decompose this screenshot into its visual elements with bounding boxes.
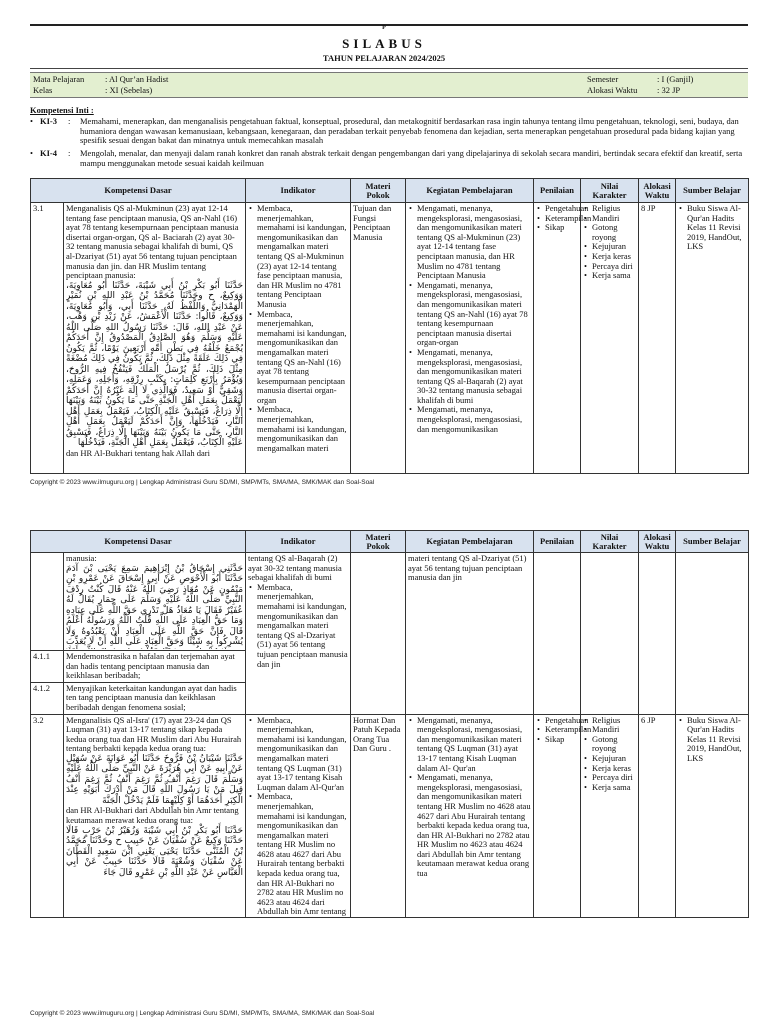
list-item: • Membaca, menerjemahkan, memahami isi kandungan, mengomunikasikan dan mengamalkan materi tentang QS an-Nahl (16) ayat 78 tentang kesempurnaan penciptaan manusia disertai organ-organ bbox=[257, 310, 348, 406]
list-item: • Mengamati, menanya, mengeksplorasi, mengasosiasi, dan mengomunikasikan materi tentang QS al-Mukminun (23) ayat 12-14 tentang fase penciptaan manusia, dan HR Muslim no 4781 tentang Penciptaan Manusia bbox=[417, 204, 531, 281]
list-item: • Keterampilan bbox=[545, 725, 578, 735]
indikator-cell bbox=[246, 553, 351, 715]
penilaian-cell bbox=[534, 714, 592, 917]
core-competency-heading: Kompetensi Inti : bbox=[30, 105, 94, 115]
kd-cell bbox=[64, 203, 246, 474]
kd-cell bbox=[64, 553, 246, 651]
kd-text: manusia: bbox=[66, 554, 97, 563]
list-item: • Religius bbox=[592, 716, 636, 726]
list-item: • Kerja sama bbox=[592, 783, 636, 793]
list-item: • Mengamati, menanya, mengeksplorasi, mengasosiasi, dan mengomunikasikan materi tentang QS al-Baqarah (2) ayat 30-32 tentang manusia sebagai khalifah di bumi bbox=[417, 348, 531, 406]
alokasi-cell: 6 JP bbox=[639, 714, 676, 917]
list-item: • Mandiri bbox=[592, 214, 636, 224]
kegiatan-list bbox=[408, 716, 531, 879]
list-item: • Keterampilan bbox=[545, 214, 578, 224]
ki-text: Mengolah, menalar, dan menyaji dalam ranah konkret dan ranah abstrak terkait dengan pengembangan dari yang dipelajarinya di sekolah secara mandiri, bertindak secara efektif dan kreatif, serta mampu menggunakan metode sesuai kaidah keilmuan bbox=[80, 148, 743, 168]
sumber-list bbox=[678, 716, 746, 764]
subject-value: : Al Qur’an Hadist bbox=[105, 74, 169, 84]
header-alokasi-waktu: Alokasi Waktu bbox=[639, 179, 676, 203]
header-alokasi-waktu: Alokasi Waktu bbox=[639, 531, 676, 553]
penilaian-empty bbox=[534, 553, 581, 715]
indikator-continued: tentang QS al-Baqarah (2) ayat 30-32 tentang manusia sebagai khalifah di bumi bbox=[248, 553, 342, 583]
sumber-cell bbox=[676, 714, 749, 917]
syllabus-table-page-1 bbox=[30, 178, 749, 474]
semester-value: : I (Ganjil) bbox=[657, 74, 694, 84]
divider-line bbox=[30, 68, 748, 69]
document-title: SILABUS bbox=[342, 36, 426, 51]
table-header-row bbox=[31, 531, 749, 553]
kd-text: Menyajikan keterkaitan kandungan ayat dan hadis ten tang penciptaan manusia dan keikhlasan beribadah dengan fenomena sosial; bbox=[64, 682, 246, 714]
nilai-karakter-empty bbox=[581, 553, 639, 715]
document-subtitle: TAHUN PELAJARAN 2024/2025 bbox=[322, 53, 446, 63]
syllabus-table-page-2 bbox=[30, 530, 749, 918]
list-item: • Mengamati, menanya, mengeksplorasi, mengasosiasi, dan mengomunikasikan materi tentang QS Luqman (31) ayat 13-17 tentang Kisah Luqman dalam Al- Qur'an bbox=[417, 716, 531, 774]
list-item: • Buku Siswa Al-Qur'an Hadits Kelas 11 Revisi 2019, HandOut, LKS bbox=[687, 204, 746, 252]
kd-mid-text: dan HR Al-Bukhari dari Abdullah bin Amr tentang keutamaan merawat kedua orang tua: bbox=[66, 805, 239, 826]
list-item: • Pengetahuan bbox=[545, 716, 578, 726]
subject-info-block bbox=[30, 72, 748, 98]
indikator-list bbox=[248, 583, 348, 669]
ki-colon: : bbox=[68, 116, 71, 126]
kegiatan-cell bbox=[406, 203, 534, 474]
footer-copyright: Copyright © 2023 www.ilmuguru.org | Lengkap Administrasi Guru SD/MI, SMP/MTs, SMA/MA, SMK/MAK dan Soal-Soal bbox=[30, 1010, 375, 1017]
header-indikator: Indikator bbox=[246, 179, 351, 203]
list-item: • Mengamati, menanya, mengeksplorasi, mengasosiasi, dan mengomunikasikan bbox=[417, 405, 531, 434]
core-competency-ki3 bbox=[30, 117, 748, 147]
list-item: • Kerja sama bbox=[592, 271, 636, 281]
document-page-1 bbox=[0, 0, 768, 500]
list-item: • Membaca, menerjemahkan, memahami isi kandungan, mengomunikasikan dan mengamalkan materi bbox=[257, 405, 348, 453]
header-sumber-belajar: Sumber Belajar bbox=[676, 179, 749, 203]
class-label: Kelas bbox=[33, 85, 53, 95]
list-item: • Membaca, menerjemahkan, memahami isi kandungan, mengomunikasikan dan mengamalkan materi tentang QS Luqman (31) ayat 13-17 tentang Kisah Luqman dalam Al-Qur'an bbox=[257, 716, 348, 793]
header-kegiatan: Kegiatan Pembelajaran bbox=[406, 179, 534, 203]
nilai-karakter-cell bbox=[581, 203, 639, 474]
list-item: • Percaya diri bbox=[592, 773, 636, 783]
kd-number: 3.1 bbox=[31, 203, 64, 474]
time-allocation-value: : 32 JP bbox=[657, 85, 681, 95]
kd-text: Menganalisis QS al-Isra' (17) ayat 23-24 dan QS Luqman (31) ayat 13-17 tentang sikap kepada kedua orang tua dan HR Muslim dari Abu Hurairah tentang berbakti kepada kedua orang tua: bbox=[66, 715, 242, 754]
bullet-icon: • bbox=[30, 148, 33, 158]
list-item: • Gotong royong bbox=[592, 223, 636, 242]
penilaian-list bbox=[536, 714, 592, 745]
header-kompetensi-dasar: Kompetensi Dasar bbox=[31, 179, 246, 203]
sumber-empty bbox=[676, 553, 749, 715]
header-indikator: Indikator bbox=[246, 531, 351, 553]
kd-number: 3.2 bbox=[31, 714, 64, 917]
table-row bbox=[31, 203, 749, 474]
kegiatan-cell bbox=[406, 714, 534, 917]
list-item: • Pengetahuan bbox=[545, 204, 578, 214]
kd-number: 4.1.1 bbox=[31, 651, 64, 683]
sumber-list bbox=[678, 204, 746, 252]
kegiatan-cell bbox=[406, 553, 534, 715]
core-competency-ki4 bbox=[30, 149, 748, 169]
list-item: • Gotong royong bbox=[592, 735, 636, 754]
hadith-arabic-text: حَدَّثَنَا أَبُو بَكْرِ بْنُ أَبِي شَيْبَةَ وَزُهَيْرُ بْنُ حَرْبٍ قَالَا حَدَّثَنَا وَكِيعٌ عَنْ سُفْيَانَ عَنْ حَبِيبٍ ح وحَدَّثَنَا مُحَمَّدُ بْنُ الْمُثَنَّى حَدَّثَنَا يَحْيَى يَعْنِي ابْنَ سَعِيدٍ الْقَطَّانَ عَنْ سُفْيَانَ وَشُعْبَةَ قَالَا حَدَّثَنَا حَبِيبٌ عَنْ أَبِي الْعَبَّاسِ عَنْ عَبْدِ اللَّهِ بْنِ عَمْرٍو قَالَ جَاءَ bbox=[66, 825, 244, 878]
sumber-cell bbox=[676, 203, 749, 474]
kegiatan-list bbox=[408, 204, 531, 434]
list-item: • Religius bbox=[592, 204, 636, 214]
alokasi-empty bbox=[639, 553, 676, 715]
hadith-arabic-text: حَدَّثَنِي إِسْحَاقُ بْنُ إِبْرَاهِيمَ سَمِعَ يَحْيَى بْنَ آدَمَ حَدَّثَنَا أَبُو الْأَحْوَصِ عَنْ أَبِي إِسْحَاقَ عَنْ عَمْرِو بْنِ مَيْمُونٍ عَنْ مُعَاذٍ رَضِيَ اللَّهُ عَنْهُ قَالَ كُنْتُ رِدْفَ النَّبِيِّ صَلَّى اللَّهُ عَلَيْهِ وَسَلَّمَ عَلَى حِمَارٍ يُقَالُ لَهُ عُفَيْرٌ فَقَالَ يَا مُعَاذُ هَلْ تَدْرِي حَقَّ اللَّهِ عَلَى عِبَادِهِ وَمَا حَقُّ الْعِبَادِ عَلَى اللَّهِ قُلْتُ اللَّهُ وَرَسُولُهُ أَعْلَمُ قَالَ فَإِنَّ حَقَّ اللَّهِ عَلَى الْعِبَادِ أَنْ يَعْبُدُوهُ وَلَا يُشْرِكُوا بِهِ شَيْئًا وَحَقَّ الْعِبَادِ عَلَى اللَّهِ أَنْ لَا يُعَذِّبَ bbox=[66, 563, 244, 648]
page-marker: P bbox=[382, 25, 386, 31]
time-allocation-label: Alokasi Waktu bbox=[587, 85, 638, 95]
header-penilaian: Penilaian bbox=[534, 179, 581, 203]
header-kompetensi-dasar: Kompetensi Dasar bbox=[31, 531, 246, 553]
list-item: • Kerja keras bbox=[592, 764, 636, 774]
indikator-list bbox=[248, 204, 348, 453]
indikator-cell bbox=[246, 203, 351, 474]
list-item: • Buku Siswa Al-Qur'an Hadits Kelas 11 Revisi 2019, HandOut, LKS bbox=[687, 716, 746, 764]
table-row bbox=[31, 714, 749, 917]
ki-colon: : bbox=[68, 148, 71, 158]
list-item: • Mandiri bbox=[592, 725, 636, 735]
kd-cell bbox=[64, 714, 246, 917]
list-item: • Sikap bbox=[545, 223, 578, 233]
header-penilaian: Penilaian bbox=[534, 531, 581, 553]
kegiatan-continued: materi tentang QS al-Dzariyat (51) ayat 56 tentang tujuan penciptaan manusia dan jin bbox=[408, 553, 527, 583]
penilaian-cell bbox=[534, 203, 592, 474]
kd-number: 4.1.2 bbox=[31, 682, 64, 714]
semester-label: Semester bbox=[587, 74, 619, 84]
alokasi-cell: 8 JP bbox=[639, 203, 676, 474]
hadith-arabic-text: حَدَّثَنَا أَبُو بَكْرِ بْنُ أَبِي شَيْبَةَ، حَدَّثَنَا أَبُو مُعَاوِيَةَ، وَوَكِيعٌ، ح وحَدَّثَنَا مُحَمَّدُ بْنُ عَبْدِ اللهِ بْنِ نُمَيْرٍ الْهَمْدَانِيُّ وَاللَّفْظُ لَهُ، حَدَّثَنَا أَبِي، وَأَبُو مُعَاوِيَةَ، وَوَكِيعٌ، قَالُوا: حَدَّثَنَا الْأَعْمَشُ، عَنْ زَيْدِ بْنِ وَهْبٍ، عَنْ عَبْدِ اللهِ، قَالَ: حَدَّثَنَا رَسُولُ اللهِ صَلَّى اللهُ عَلَيْهِ وَسَلَّمَ وَهُوَ الصَّادِقُ الْمَصْدُوقُ إِنَّ أَحَدَكُمْ يُجْمَعُ خَلْقُهُ فِي بَطْنِ أُمِّهِ أَرْبَعِينَ يَوْمًا، ثُمَّ يَكُونُ فِي ذَلِكَ عَلَقَةً مِثْلَ ذَلِكَ، ثُمَّ يَكُونُ فِي ذَلِكَ مُضْغَةً مِثْلَ ذَلِكَ، ثُمَّ يُرْسَلُ الْمَلَكُ فَيَنْفُخُ فِيهِ الرُّوحَ، وَيُؤْمَرُ بِأَرْبَعِ كَلِمَاتٍ: بِكَتْبِ رِزْقِهِ، وَأَجَلِهِ، وَعَمَلِهِ، وَشَقِيٌّ أَوْ سَعِيدٌ، فَوَالَّذِي لَا إِلَهَ غَيْرُهُ إِنَّ أَحَدَكُمْ لَيَعْمَلُ بِعَمَلِ أَهْلِ الْجَنَّةِ حَتَّى مَا يَكُونُ بَيْنَهُ وَبَيْنَهَا إِلَّا ذِرَاعٌ، فَيَسْبِقُ عَلَيْهِ الْكِتَابُ، فَيَعْمَلُ بِعَمَلِ أَهْلِ النَّارِ، فَيَدْخُلُهَا، وَإِنَّ أَحَدَكُمْ لَيَعْمَلُ بِعَمَلِ أَهْلِ النَّارِ، حَتَّى مَا يَكُونُ بَيْنَهُ وَبَيْنَهَا إِلَّا ذِرَاعٌ، فَيَسْبِقُ عَلَيْهِ الْكِتَابُ، فَيَعْمَلُ بِعَمَلِ أَهْلِ الْجَنَّةِ، فَيَدْخُلُهَا bbox=[66, 280, 244, 449]
table-header-row bbox=[31, 179, 749, 203]
header-nilai-karakter: Nilai Karakter bbox=[581, 179, 639, 203]
list-item: • Kejujuran bbox=[592, 242, 636, 252]
ki-text: Memahami, menerapkan, dan menganalisis pengetahuan faktual, konseptual, prosedural, dan metakognitif berdasarkan rasa ingin tahunya tentang ilmu pengetahuan, teknologi, seni, budaya, dan humaniora dengan wawasan kemanusiaan, kebangsaan, kenegaraan, dan peradaban terkait penyebab fenomena dan kejadian, serta menerapkan pengetahuan prosedural pada bidang kajian yang spesifik sesuai dengan bakat dan minatnya untuk memecahkan masalah bbox=[80, 116, 739, 146]
header-nilai-karakter: Nilai Karakter bbox=[581, 531, 639, 553]
indikator-list bbox=[248, 716, 348, 916]
materi-pokok-cell: Hormat Dan Patuh Kepada Orang Tua Dan Guru . bbox=[351, 714, 406, 917]
kd-tail-text: dan HR Al-Bukhari tentang hak Allah dari bbox=[66, 447, 210, 458]
list-item: • Sikap bbox=[545, 735, 578, 745]
subject-label: Mata Pelajaran bbox=[33, 74, 85, 84]
materi-pokok-cell: Tujuan dan Fungsi Penciptaan Manusia bbox=[351, 203, 406, 474]
list-item: • Mengamati, menanya, mengeksplorasi, mengasosiasi, dan mengomunikasikan materi tentang QS an-Nahl (16) ayat 78 tentang kesempurnaan penciptaan manusia disertai organ-organ bbox=[417, 281, 531, 348]
list-item: • Membaca, menerjemahkan, memahami isi kandungan, mengomunikasikan dan mengamalkan materi tentang QS al-Mukminun (23) ayat 12-14 tentang fase penciptaan manusia, dan HR Muslim no 4781 tentang Penciptaan Manusia bbox=[257, 204, 348, 310]
list-item: • Percaya diri bbox=[592, 262, 636, 272]
kd-number-empty bbox=[31, 553, 64, 651]
table-row bbox=[31, 553, 749, 651]
nilai-karakter-cell bbox=[581, 714, 639, 917]
materi-pokok-empty bbox=[351, 553, 406, 715]
header-materi-pokok: Materi Pokok bbox=[351, 531, 406, 553]
list-item: • Kejujuran bbox=[592, 754, 636, 764]
bullet-icon: • bbox=[30, 116, 33, 126]
list-item: • Mengamati, menanya, mengeksplorasi, mengasosiasi, dan mengomunikasikan materi tentang HR Muslim no 4628 atau 4627 dari Abu Hurairah tentang berbakti kepada kedua orang tua, dan HR Al-Bukhari no 2782 atau HR Muslim no 4623 atau 4624 dari Abdullah bin Amr tentang keutamaan merawat kedua orang tua bbox=[417, 773, 531, 879]
hadith-arabic-text: حَدَّثَنَا شَيْبَانُ بْنُ فَرُّوخَ حَدَّثَنَا أَبُو عَوَانَةَ عَنْ سُهَيْلٍ عَنْ أَبِيهِ عَنْ أَبِي هُرَيْرَةَ عَنْ النَّبِيِّ صَلَّى اللَّهُ عَلَيْهِ وَسَلَّمَ قَالَ رَغِمَ أَنْفُ ثُمَّ رَغِمَ أَنْفُ ثُمَّ رَغِمَ أَنْفُ قِيلَ مَنْ يَا رَسُولَ اللَّهِ قَالَ مَنْ أَدْرَكَ أَبَوَيْهِ عِنْدَ الْكِبَرِ أَحَدَهُمَا أَوْ كِلَيْهِمَا فَلَمْ يَدْخُلْ الْجَنَّةَ bbox=[66, 753, 244, 806]
header-sumber-belajar: Sumber Belajar bbox=[676, 531, 749, 553]
indikator-cell bbox=[246, 714, 351, 917]
footer-copyright: Copyright © 2023 www.ilmuguru.org | Lengkap Administrasi Guru SD/MI, SMP/MTs, SMA/MA, SMK/MAK dan Soal-Soal bbox=[30, 479, 375, 486]
penilaian-list bbox=[536, 203, 592, 233]
list-item: • Membaca, menerjemahkan, memahami isi kandungan, mengomunikasikan dan mengamalkan materi tentang QS al-Dzariyat (51) ayat 56 tentang tujuan penciptaan manusia dan jin bbox=[257, 583, 348, 669]
ki-code: KI-3 bbox=[40, 116, 57, 126]
class-value: : XI (Sebelas) bbox=[105, 85, 153, 95]
ki-code: KI-4 bbox=[40, 148, 57, 158]
kd-text: Mendemonstrasika n hafalan dan terjemahan ayat dan hadis tentang penciptaan manusia dan keikhlasan beribadah; bbox=[64, 651, 246, 683]
list-item: • Kerja keras bbox=[592, 252, 636, 262]
header-materi-pokok: Materi Pokok bbox=[351, 179, 406, 203]
document-page-2 bbox=[0, 510, 768, 1024]
list-item: • Membaca, menerjemahkan, memahami isi kandungan, mengomunikasikan dan mengamalkan materi tentang HR Muslim no 4628 atau 4627 dari Abu Hurairah tentang berbakti kepada kedua orang tua, dan HR Al-Bukhari no 2782 atau HR Muslim no 4623 atau 4624 dari Abdullah bin Amr tentang bbox=[257, 792, 348, 915]
header-kegiatan: Kegiatan Pembelajaran bbox=[406, 531, 534, 553]
kd-text: Menganalisis QS al-Mukminun (23) ayat 12-14 tentang fase penciptaan manusia, QS an-Nahl (16) ayat 78 tentang kesempurnaan penciptaan manusia disertai organ-organ, QS al- Baciarah (2) ayat 30-32 tentang manusia sebagai khalifah di bumi, QS al-Dzariyat (51) ayat 56 tentang tujuan penciptaan manusia dan jin. dan HR Muslim tentang penciptaan manusia: bbox=[66, 204, 239, 281]
